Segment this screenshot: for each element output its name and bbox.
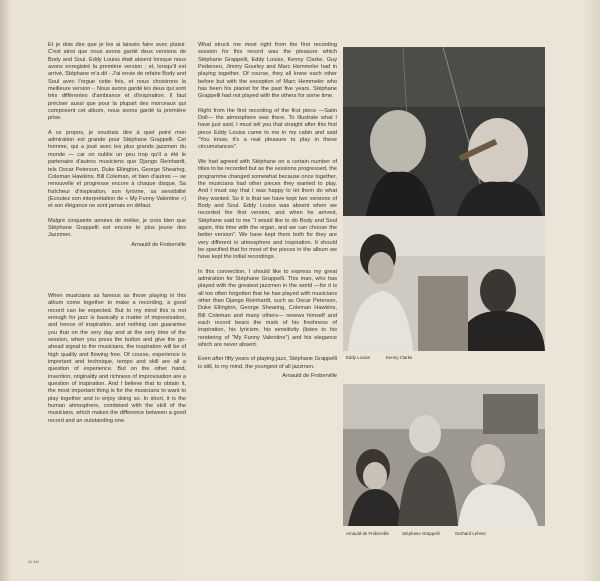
english-intro-paragraph: When musicians as famous as those playing in this album come together to make a recording, a good record can be expected. But to my mind this is not enough for jazz is basically a matter of improvisation, and hence of inspiration, and nothing can guarantee you that on the very day and at the very time of the session, when you press the button and give the go-ahead signal to the musicians, the inspiration will be of high quality and flowing free. Of course, experience is important and technique, tempo and skill are all a question of experience. But on the other hand, invention, originality and richness of improvisation are a question of inspiration. And I believe that to obtain it, the most important thing is for the musicians to want to play together and to enjoy doing so. In short, it is the human atmosphere, combined with the skill of the musicians, which makes the difference between a good record and an outstanding one. xyxy=(48,292,186,424)
photo-caption: Eddy Louiss xyxy=(346,355,370,360)
photo-froberville-grappelli-lehner xyxy=(343,384,545,526)
photo-caption: Gerhard Lehner xyxy=(455,531,486,536)
photo-caption: Stéphane Grappelli xyxy=(402,531,440,536)
english-paragraph: Right from the first recording of the first piece —Satin Doll— the atmosphere was there. To illustrate what I have just said, I must tell you that straight after this first piece Eddy Louiss came to me in my cabin and said "You know, it's a real pleasure to play in these circumstances". xyxy=(198,107,337,151)
english-paragraph: In this connection, I should like to express my great admiration for Stéphane Grappelli. This man, who has played with the greatest jazzmen in the world —for it is all too often forgotten that he has played with musicians other than Django Reinhardt, such as Oscar Peterson, Duke Ellington, George Shearing, Coleman Hawkins, Bill Coleman and many others— renews himself and each record bears the mark of his freshness of inspiration, his lyricism, his sensitivity (listen to his rendering of "My Funny Valentine") and his elegance which are never absent. xyxy=(198,268,337,349)
photo-louiss-clarke xyxy=(343,216,545,351)
photo-gourley-grappelli xyxy=(343,47,545,231)
english-paragraph: Even after fifty years of playing jazz, Stéphane Grappelli is still, to my mind, the youngest of all jazzmen. xyxy=(198,356,337,370)
album-spine xyxy=(0,0,9,581)
english-paragraph: We had agreed with Stéphane on a certain number of titles to be recorded but as the sessions progressed, the programme changed somewhat because once together, the musicians had other pieces they wanted to play. And I must say that I was happy to let them do what they wanted. So it is that we have kept two versions of Body and Soul. Eddy Louiss was absent when we recorded the first version, and when he arrived, Stéphane said to me "I would like to do Body and Soul again, this time with the organ, and we can choose the better version". We have kept them both for they are very different in atmosphere and inspiration. It should be specified that for most of the pieces in the album we have kept the initial recordings. xyxy=(198,158,337,261)
french-signature: Arnauld de Froberville xyxy=(131,241,186,248)
french-paragraph: A ce propos, je voudrais dire à quel point mon admiration est grande pour Stéphane Grappelli. Cet homme, qui a joué avec les plus grands jazzmen du monde — car on oublie un peu trop qu'il a été le partenaire d'autres musiciens que Django Reinhardt, tels Oscar Peterson, Duke Ellington, George Shearing, Coleman Hawkins, Bill Coleman, et bien d'autres — se renouvelle et progresse encore à chaque disque. Sa fraîcheur d'inspiration, son lyrisme, sa sensibilité (Ecoutez son interprétation de « My Funny Valentine ») et son élégance ne sont jamais en défaut. xyxy=(48,129,186,210)
photo-caption: Kenny Clarke xyxy=(386,355,413,360)
english-signature: Arnauld de Froberville xyxy=(282,373,337,380)
french-paragraph: Et je dois dire que je les ai laissés faire avec plaisir. C'est ainsi que nous avons gardé deux versions de Body and Soul. Eddy Louiss était absent lorsque nous avons enregistré la première version ; et, lorsqu'il est arrivé, Stéphane m'a dit - J'ai envie de refaire Body and Soul avec l'orgue cette fois, et nous choisirons la meilleure version -. Nous avons gardé les deux qui sont très différentes d'ambiance et d'inspiration. Il faut préciser aussi que pour la plupart des morceaux qui composent cet album, nous avons gardé la première prise. xyxy=(48,42,186,122)
english-paragraph: What struck me most right from the first recording session for this record was the pleasure which Stéphane Grappelli, Eddy Louiss, Kenny Clarke, Guy Pedersen, Jimmy Gourley and Marc Hemmeler had in playing together. Of course, they all knew each other before but with the exception of Marc Hemmeler who has been his pianist for the past five years, Stéphane Grappelli had not played with the others for some time. xyxy=(198,42,337,100)
photo-caption: Arnauld de Froberville xyxy=(346,531,389,536)
french-notes-column xyxy=(48,42,186,432)
french-paragraph: Malgré cinquante années de métier, je crois bien que Stéphane Grappelli est encore le plus jeune des Jazzmen. xyxy=(48,217,186,239)
english-notes-column xyxy=(198,42,337,380)
catalog-code: AJ 384 xyxy=(28,560,40,564)
